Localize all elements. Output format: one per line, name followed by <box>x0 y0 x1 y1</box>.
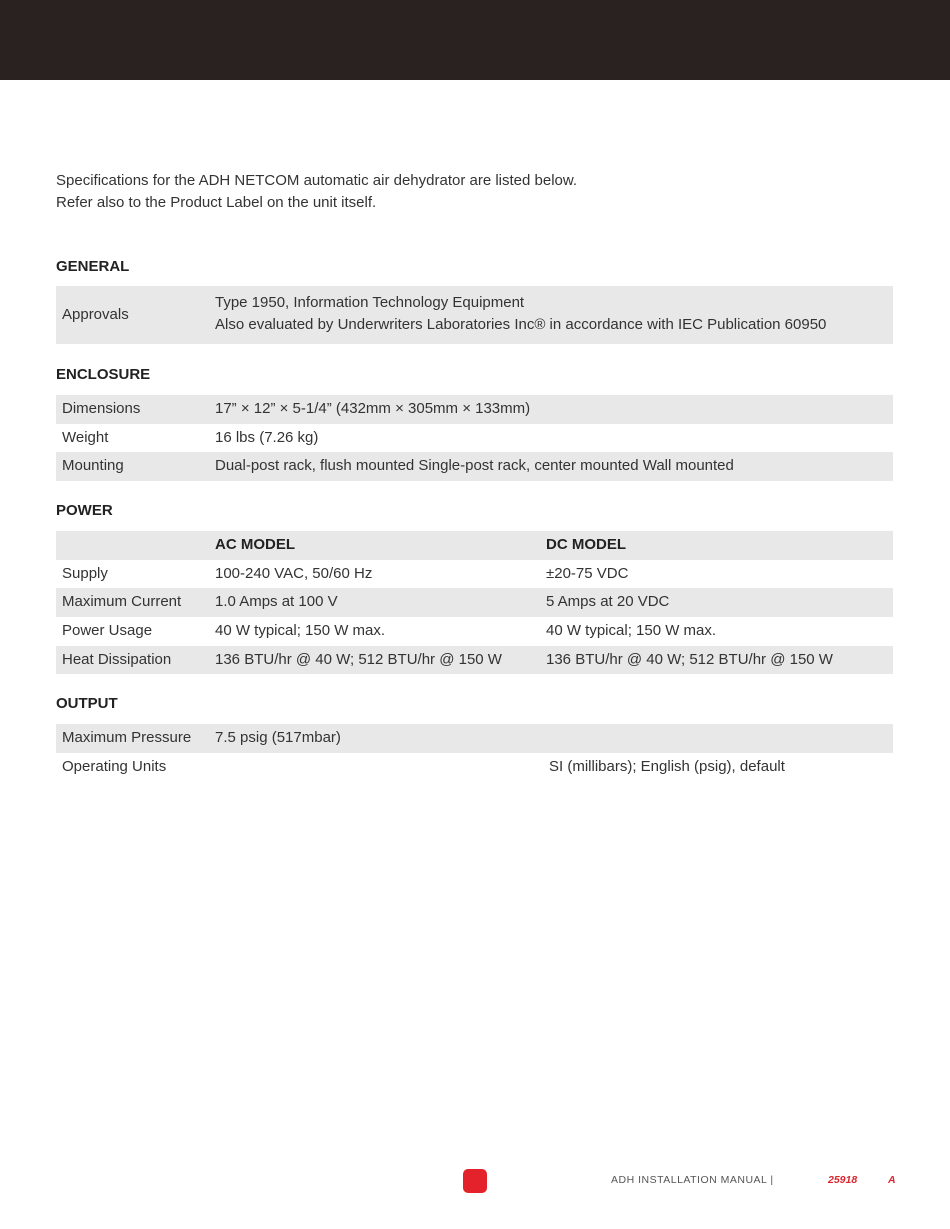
table-row-approvals <box>56 286 893 344</box>
dc-value: 5 Amps at 20 VDC <box>546 593 670 611</box>
ac-value: 1.0 Amps at 100 V <box>215 593 338 611</box>
enclosure-table <box>56 395 893 481</box>
section-title-output: OUTPUT <box>56 695 118 712</box>
row-value: 17” × 12” × 5-1/4” (432mm × 305mm × 133mm) <box>215 400 531 417</box>
approvals-value <box>215 292 826 336</box>
row-value: Dual-post rack, flush mounted Single-post rack, center mounted Wall mounted <box>215 457 734 475</box>
table-row <box>56 424 893 453</box>
intro-text <box>56 170 577 214</box>
row-label: Supply <box>62 564 108 582</box>
row-label: Heat Dissipation <box>62 650 172 668</box>
section-title-enclosure: ENCLOSURE <box>56 366 151 383</box>
section-title-power: POWER <box>56 502 113 519</box>
footer-manual-title: ADH INSTALLATION MANUAL | <box>611 1174 774 1186</box>
row-value: 16 lbs (7.26 kg) <box>215 428 319 446</box>
power-table <box>56 531 893 674</box>
row-label: Weight <box>62 428 109 446</box>
ac-value: 40 W typical; 150 W max. <box>215 622 386 640</box>
column-header-ac: AC MODEL <box>215 536 295 553</box>
dc-value: ±20-75 VDC <box>546 564 629 582</box>
footer-revision: A <box>888 1174 896 1186</box>
table-row <box>56 452 893 481</box>
table-header-row <box>56 531 893 560</box>
dc-value: 136 BTU/hr @ 40 W; 512 BTU/hr @ 150 W <box>546 650 833 668</box>
approvals-line-1: Type 1950, Information Technology Equipment <box>215 294 525 311</box>
intro-line-1: Specifications for the ADH NETCOM automatic air dehydrator are listed below. <box>56 172 578 189</box>
section-title-general: GENERAL <box>56 258 130 275</box>
table-row <box>56 395 893 424</box>
table-row <box>56 646 893 675</box>
row-label: Mounting <box>62 457 124 475</box>
table-row <box>56 617 893 646</box>
approvals-line-2: Also evaluated by Underwriters Laboratories Inc® in accordance with IEC Publication 60950 <box>215 316 827 333</box>
row-label: Approvals <box>62 306 129 323</box>
row-value: SI (millibars); English (psig), default <box>549 757 785 775</box>
row-label: Operating Units <box>62 757 167 775</box>
header-bar <box>0 0 950 80</box>
row-label: Maximum Current <box>62 593 182 611</box>
row-label: Power Usage <box>62 622 153 640</box>
dc-value: 40 W typical; 150 W max. <box>546 622 717 640</box>
intro-line-2: Refer also to the Product Label on the unit itself. <box>56 194 377 211</box>
output-table <box>56 724 893 781</box>
row-value: 7.5 psig (517mbar) <box>215 729 341 746</box>
table-row <box>56 753 893 782</box>
ac-value: 136 BTU/hr @ 40 W; 512 BTU/hr @ 150 W <box>215 650 502 668</box>
ac-value: 100-240 VAC, 50/60 Hz <box>215 564 373 582</box>
general-table <box>56 286 893 344</box>
row-label: Maximum Pressure <box>62 729 192 746</box>
column-header-dc: DC MODEL <box>546 536 626 553</box>
footer-doc-number: 25918 <box>828 1174 858 1186</box>
table-row <box>56 560 893 589</box>
table-row <box>56 588 893 617</box>
page-badge <box>463 1169 487 1193</box>
row-label: Dimensions <box>62 400 141 417</box>
table-row <box>56 724 893 753</box>
